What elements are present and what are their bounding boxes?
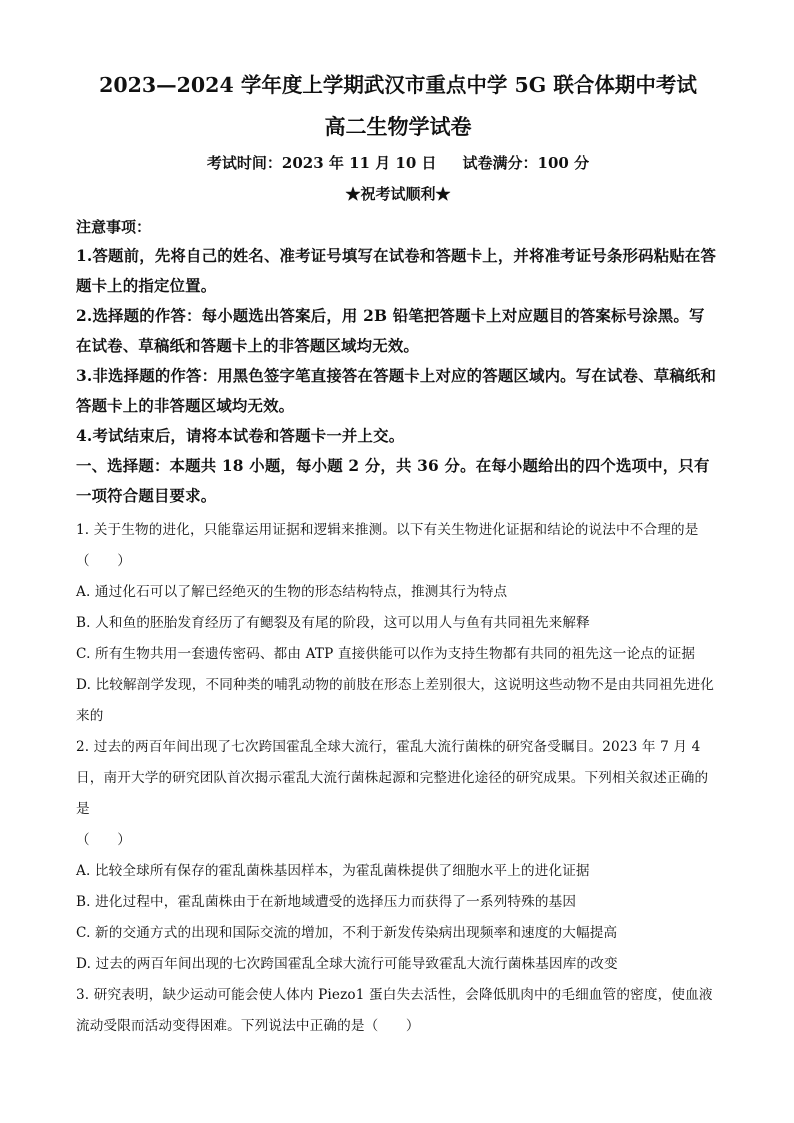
note-item: 2.选择题的作答：每小题选出答案后，用 2B 铅笔把答题卡上对应题目的答案标号涂黑。写在试卷、草稿纸和答题卡上的非答题区域均无效。 — [76, 307, 705, 355]
notes-title: 注意事项： — [76, 218, 152, 236]
option-c: C. 所有生物共用一套遗传密码、都由 ATP 直接供能可以作为支持生物都有共同的祖先这一论点的证据 — [76, 646, 696, 662]
answer-blank: （ ） — [76, 553, 131, 569]
option-c: C. 新的交通方式的出现和国际交流的增加，不利于新发传染病出现频率和速度的大幅提高 — [76, 925, 618, 941]
exam-title: 2023—2024 学年度上学期武汉市重点中学 5G 联合体期中考试 — [99, 73, 697, 97]
question-2 — [76, 732, 720, 980]
note-item: 3.非选择题的作答：用黑色签字笔直接答在答题卡上对应的答题区域内。写在试卷、草稿纸和答题卡上的非答题区域均无效。 — [76, 367, 717, 415]
option-a: A. 通过化石可以了解已经绝灭的生物的形态结构特点，推测其行为特点 — [76, 584, 508, 600]
section-heading: 一、选择题：本题共 18 小题，每小题 2 分，共 36 分。在每小题给出的四个选项中，只有一项符合题目要求。 — [76, 457, 710, 505]
question-1 — [76, 515, 720, 732]
full-score: 试卷满分：100 分 — [462, 154, 590, 172]
option-a: A. 比较全球所有保存的霍乱菌株基因样本，为霍乱菌株提供了细胞水平上的进化证据 — [76, 863, 590, 879]
note-item: 1.答题前，先将自己的姓名、准考证号填写在试卷和答题卡上，并将准考证号条形码粘贴在答题卡上的指定位置。 — [76, 247, 717, 295]
exam-time: 考试时间：2023 年 11 月 10 日 — [206, 154, 437, 172]
option-b: B. 人和鱼的胚胎发育经历了有鳃裂及有尾的阶段，这可以用人与鱼有共同祖先来解释 — [76, 615, 590, 631]
question-3 — [76, 980, 720, 1042]
exam-meta — [76, 152, 720, 174]
question-stem: 2. 过去的两百年间出现了七次跨国霍乱全球大流行，霍乱大流行菌株的研究备受瞩目。2023 年 7 月 4 日，南开大学的研究团队首次揭示霍乱大流行菌株起源和完整进化途径的研究成果。下列相关叙述正确的是 — [76, 739, 709, 817]
note-item: 4.考试结束后，请将本试卷和答题卡一并上交。 — [76, 427, 405, 445]
option-d: D. 比较解剖学发现，不同种类的哺乳动物的前肢在形态上差别很大，这说明这些动物不是由共同祖先进化来的 — [76, 677, 714, 724]
question-stem: 1. 关于生物的进化，只能靠运用证据和逻辑来推测。以下有关生物进化证据和结论的说法中不合理的是 — [76, 522, 699, 538]
exam-subtitle: 高二生物学试卷 — [324, 114, 472, 139]
question-stem: 3. 研究表明，缺少运动可能会使人体内 Piezo1 蛋白失去活性，会降低肌肉中的毛细血管的密度，使血液流动受限而活动变得困难。下列说法中正确的是（ ） — [76, 987, 713, 1034]
notes-list — [76, 241, 720, 451]
answer-blank: （ ） — [76, 832, 131, 848]
option-d: D. 过去的两百年间出现的七次跨国霍乱全球大流行可能导致霍乱大流行菌株基因库的改变 — [76, 956, 618, 972]
good-luck-line: ★祝考试顺利★ — [345, 185, 451, 203]
option-b: B. 进化过程中，霍乱菌株由于在新地域遭受的选择压力而获得了一系列特殊的基因 — [76, 894, 577, 910]
